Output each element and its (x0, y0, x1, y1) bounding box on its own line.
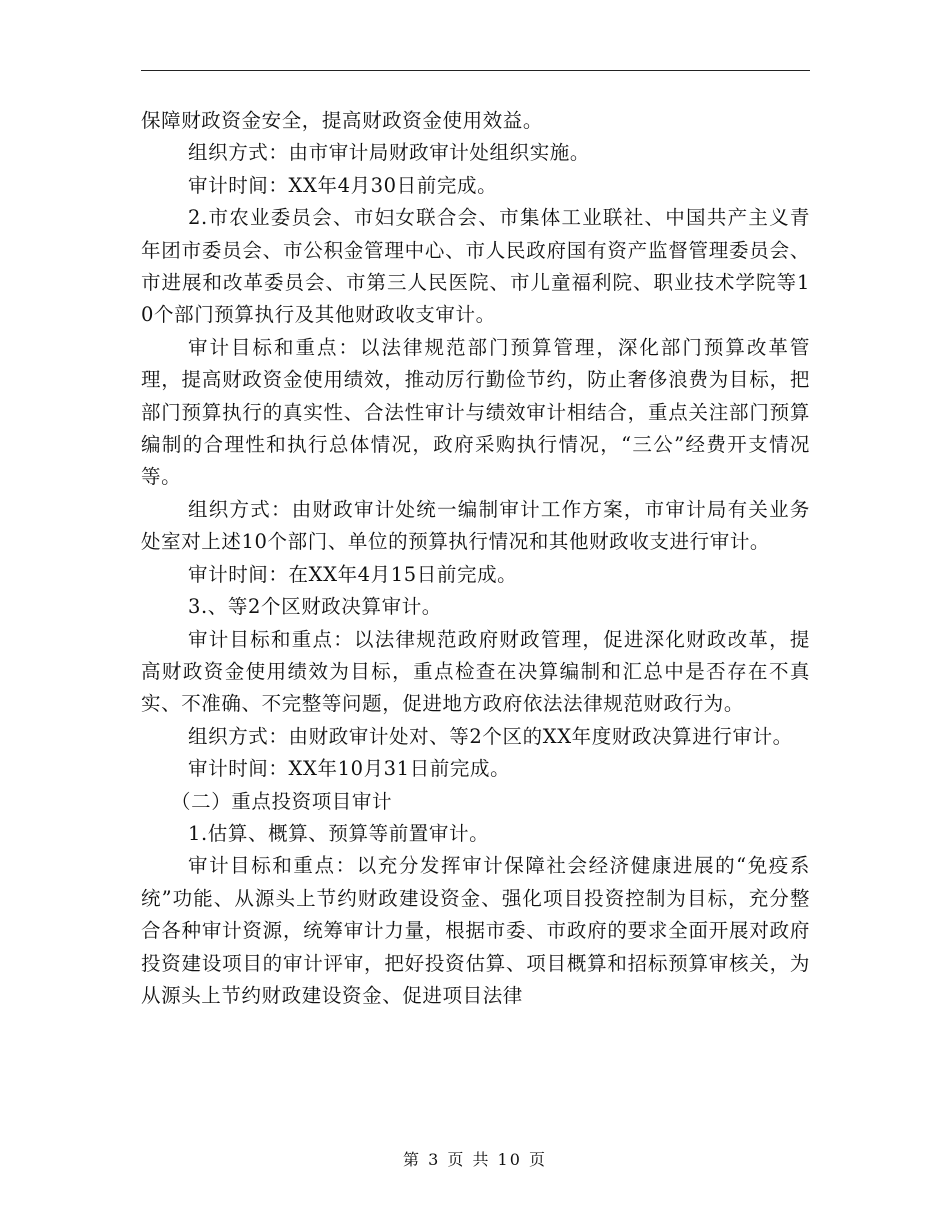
paragraph-item-1-preaudit: 1.估算、概算、预算等前置审计。 (188, 821, 490, 845)
paragraph-organization-method-3: 组织方式：由财政审计处对、等2个区的XX年度财政决算进行审计。 (188, 724, 793, 748)
paragraph-organization-method-1: 组织方式：由市审计局财政审计处组织实施。 (188, 141, 591, 165)
section-heading-key-investment: （二）重点投资项目审计 (171, 789, 393, 813)
paragraph-continuation: 保障财政资金安全，提高财政资金使用效益。 (141, 109, 544, 132)
paragraph-audit-time-2: 审计时间：在XX年4月15日前完成。 (188, 562, 518, 586)
paragraph-organization-method-2: 组织方式：由财政审计处统一编制审计工作方案，市审计局有关业务处室对上述10个部门、单位的预算执行情况和其他财政收支进行审计。 (141, 497, 810, 554)
paragraph-audit-goals-3: 审计目标和重点：以法律规范政府财政管理，促进深化财政改革，提高财政资金使用绩效为目标，重点检查在决算编制和汇总中是否存在不真实、不准确、不完整等问题，促进地方政府依法法律规范财政行为。 (141, 627, 810, 716)
paragraph-audit-goals-investment: 审计目标和重点：以充分发挥审计保障社会经济健康进展的“免疫系统”功能、从源头上节约财政建设资金、强化项目投资控制为目标，充分整合各种审计资源，统筹审计力量，根据市委、市政府的要求全面开展对政府投资建设项目的审计评审，把好投资估算、项目概算和招标预算审核关，为从源头上节约财政建设资金、促进项目法律 (141, 854, 810, 1007)
header-rule (141, 70, 810, 71)
paragraph-audit-time-1: 审计时间：XX年4月30日前完成。 (188, 173, 498, 197)
paragraph-item-3: 3.、等2个区财政决算审计。 (188, 595, 442, 619)
paragraph-item-2: 2.市农业委员会、市妇女联合会、市集体工业联社、中国共产主义青年团市委员会、市公积金管理中心、市人民政府国有资产监督管理委员会、市进展和改革委员会、市第三人民医院、市儿童福利院、职业技术学院等10个部门预算执行及其他财政收支审计。 (141, 206, 810, 327)
page-footer: 第 3 页 共 10 页 (403, 1150, 547, 1169)
body-text (141, 105, 810, 1012)
paragraph-audit-goals-2: 审计目标和重点：以法律规范部门预算管理，深化部门预算改革管理，提高财政资金使用绩效，推动厉行勤俭节约，防止奢侈浪费为目标，把部门预算执行的真实性、合法性审计与绩效审计相结合，重点关注部门预算编制的合理性和执行总体情况，政府采购执行情况，“三公”经费开支情况等。 (141, 335, 810, 489)
paragraph-audit-time-3: 审计时间：XX年10月31日前完成。 (188, 757, 511, 781)
